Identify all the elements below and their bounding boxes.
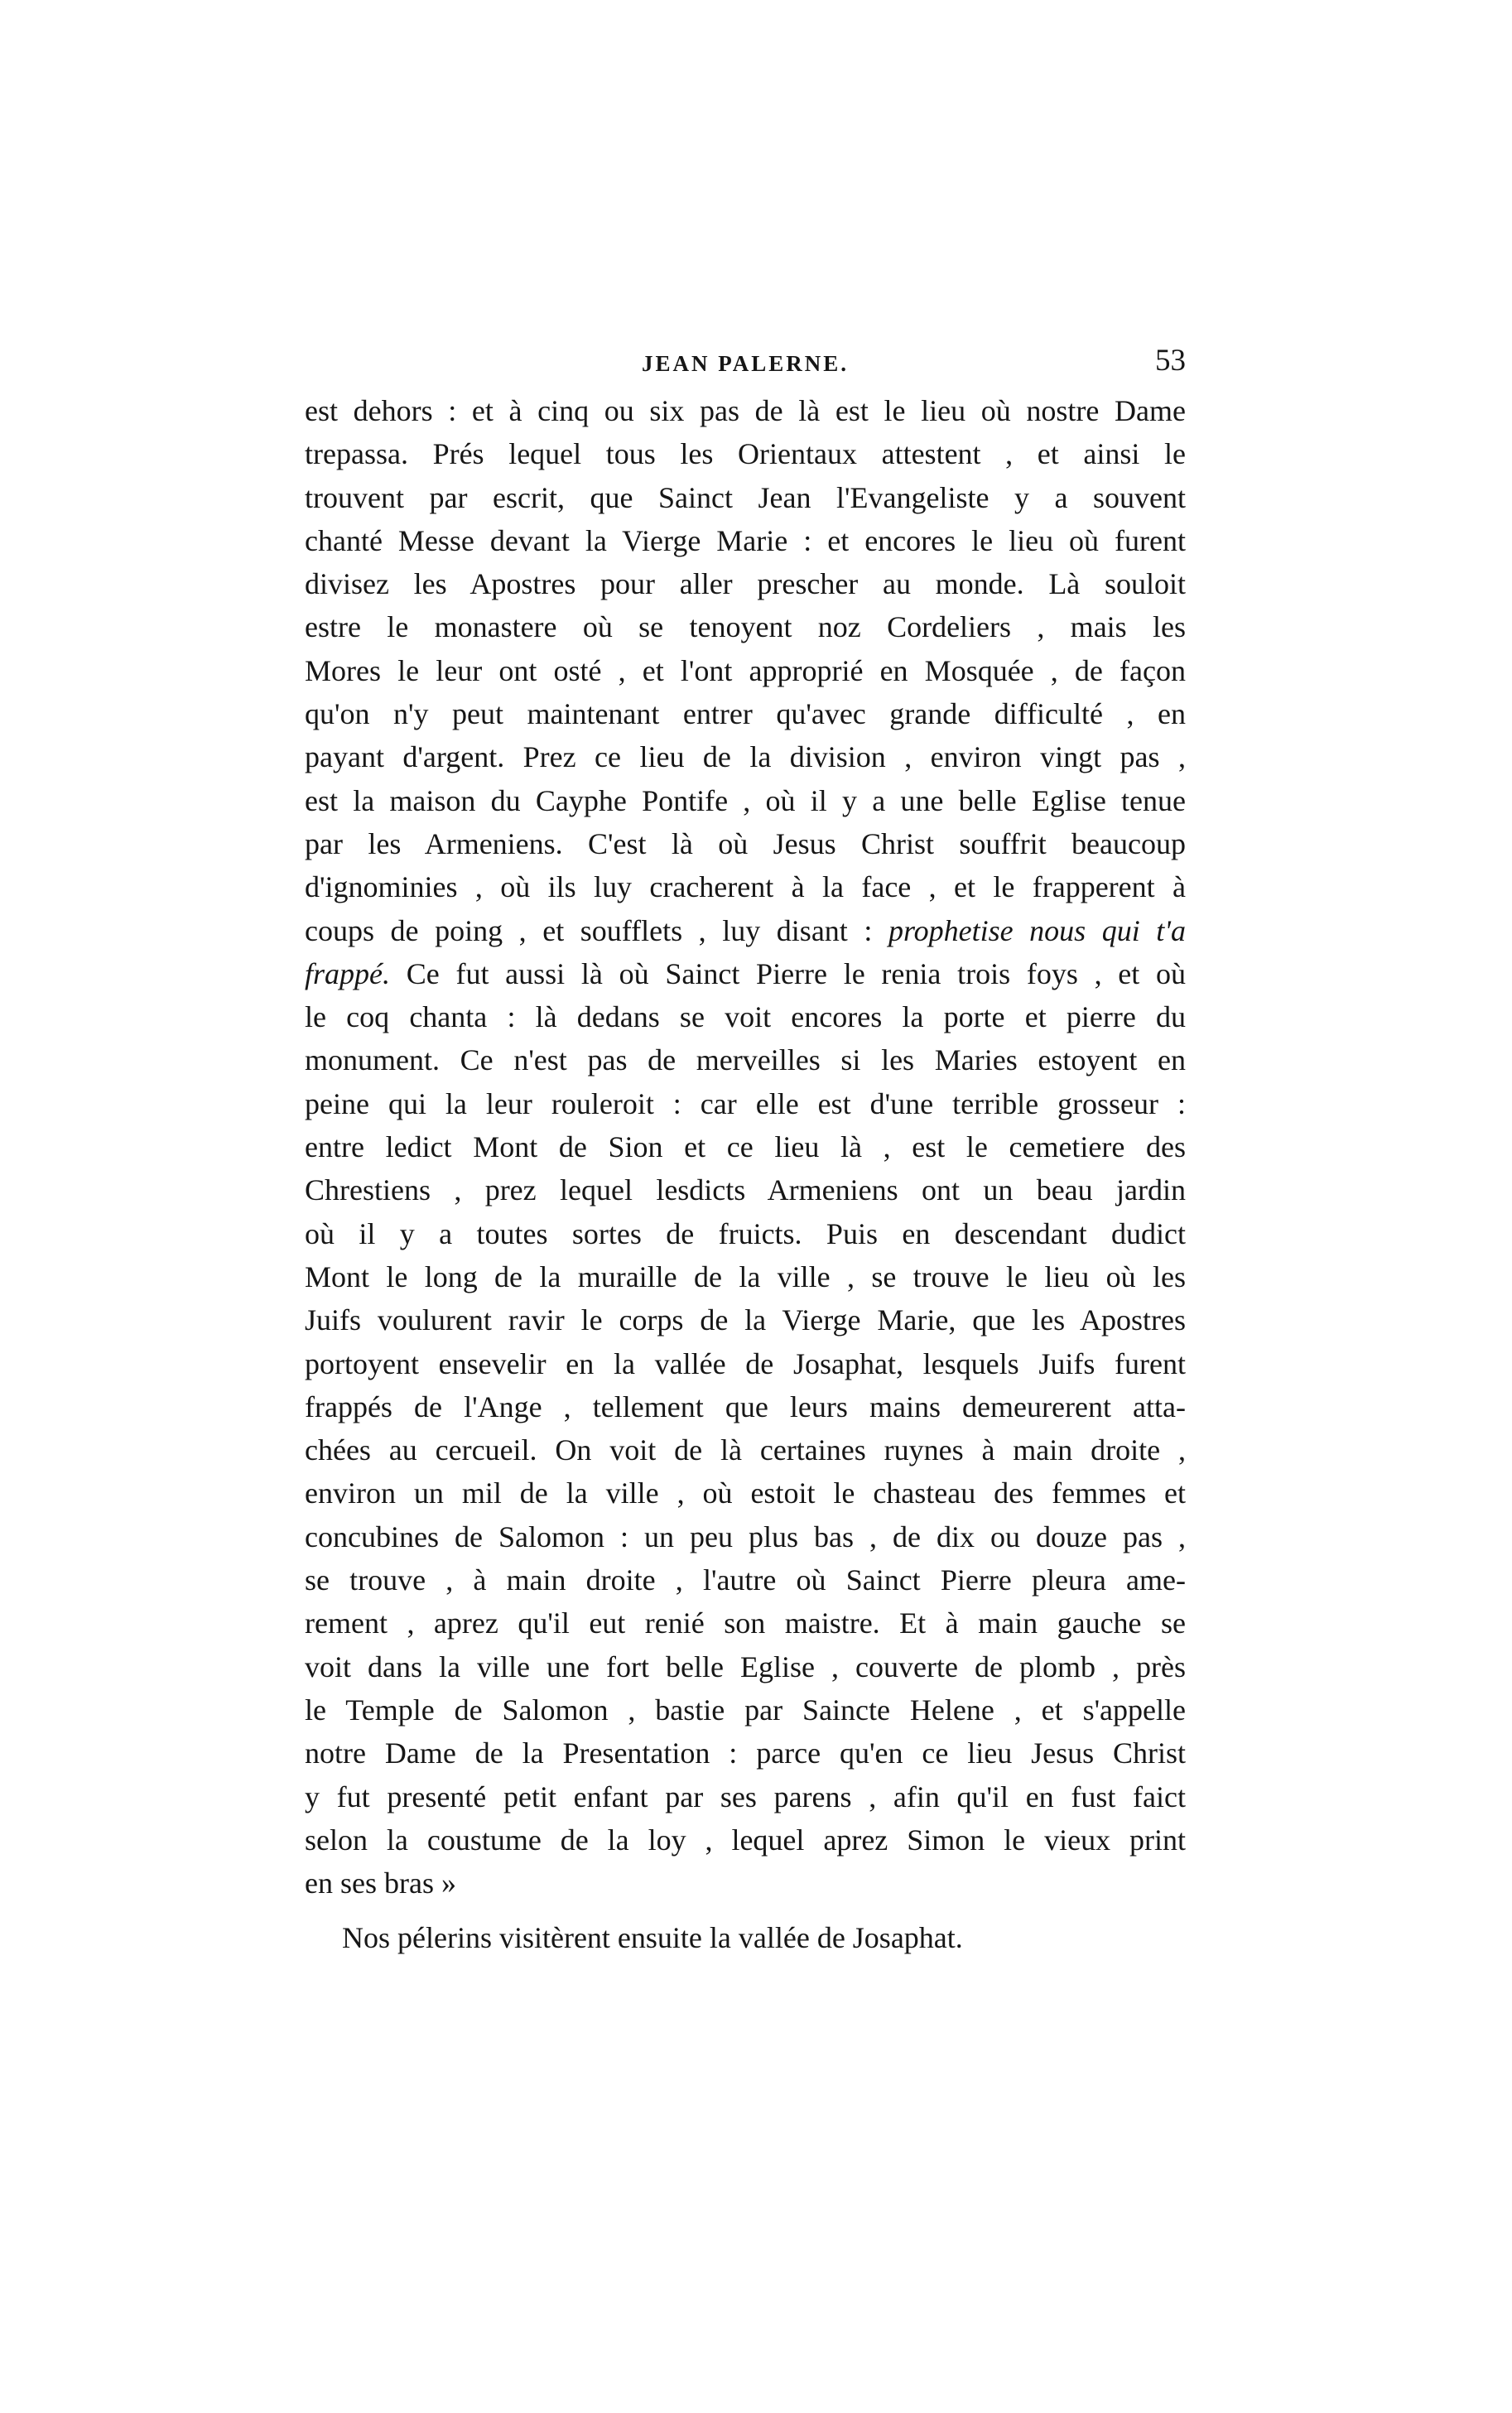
body-text (305, 389, 1186, 1960)
text-line: chées au cercueil. On voit de là certaines ruynes à main droite , (305, 1433, 1186, 1467)
text-line-with-italic (305, 909, 1186, 952)
text-line: d'ignominies , où ils luy cracherent à la face , et le frapperent à (305, 870, 1186, 904)
text-line: estre le monastere où se tenoyent noz Cordeliers , mais les (305, 610, 1186, 644)
italic-quote: frappé. (305, 956, 390, 990)
running-title: JEAN PALERNE. (641, 351, 850, 376)
text-line: où il y a toutes sortes de fruicts. Puis en descendant dudict (305, 1216, 1186, 1250)
text-line: Chrestiens , prez lequel lesdicts Armeniens ont un beau jardin (305, 1173, 1186, 1207)
text-line: est la maison du Cayphe Pontife , où il y a une belle Eglise tenue (305, 783, 1186, 817)
text-line: environ un mil de la ville , où estoit le chasteau des femmes et (305, 1476, 1186, 1510)
text-line: portoyent ensevelir en la vallée de Josaphat, lesquels Juifs furent (305, 1346, 1186, 1380)
text-line: notre Dame de la Presentation : parce qu'en ce lieu Jesus Christ (305, 1736, 1186, 1770)
text-line: chanté Messe devant la Vierge Marie : et encores le lieu où furent (305, 523, 1186, 557)
text-line: qu'on n'y peut maintenant entrer qu'avec grande difficulté , en (305, 697, 1186, 731)
text-line: par les Armeniens. C'est là où Jesus Christ souffrit beaucoup (305, 826, 1186, 860)
text-line: selon la coustume de la loy , lequel aprez Simon le vieux print (305, 1823, 1186, 1857)
text-line: le coq chanta : là dedans se voit encores la porte et pierre du (305, 1000, 1186, 1034)
text-line: trepassa. Prés lequel tous les Orientaux attestent , et ainsi le (305, 437, 1186, 471)
text-line: peine qui la leur rouleroit : car elle est d'une terrible grosseur : (305, 1086, 1186, 1120)
text-line: frappés de l'Ange , tellement que leurs mains demeurerent atta- (305, 1390, 1186, 1423)
text-line: le Temple de Salomon , bastie par Saincte Helene , et s'appelle (305, 1693, 1186, 1727)
text-line: est dehors : et à cinq ou six pas de là est le lieu où nostre Dame (305, 394, 1186, 427)
text-line-last: en ses bras » (305, 1866, 456, 1900)
text-line: Juifs voulurent ravir le corps de la Vierge Marie, que les Apostres (305, 1303, 1186, 1337)
text-line: y fut presenté petit enfant par ses parens , afin qu'il en fust faict (305, 1780, 1186, 1813)
text-line: monument. Ce n'est pas de merveilles si les Maries estoyent en (305, 1043, 1186, 1077)
text-line: voit dans la ville une fort belle Eglise , couverte de plomb , près (305, 1650, 1186, 1683)
text-line-with-italic (305, 952, 1186, 995)
running-head (305, 343, 1186, 393)
plain-text: Ce fut aussi là où Sainct Pierre le renia trois foys , et où (406, 956, 1187, 990)
text-line: divisez les Apostres pour aller prescher au monde. Là souloit (305, 567, 1186, 601)
paragraph-2: Nos pélerins visitèrent ensuite la vallée de Josaphat. (342, 1921, 963, 1955)
text-line: rement , aprez qu'il eut renié son maistre. Et à main gauche se (305, 1606, 1186, 1640)
text-line: entre ledict Mont de Sion et ce lieu là , est le cemetiere des (305, 1130, 1186, 1164)
italic-quote: prophetise nous qui t'a (888, 913, 1187, 947)
text-line: payant d'argent. Prez ce lieu de la division , environ vingt pas , (305, 740, 1186, 774)
text-line: trouvent par escrit, que Sainct Jean l'Evangeliste y a souvent (305, 480, 1186, 514)
page-number: 53 (1155, 344, 1186, 378)
text-line: Mont le long de la muraille de la ville , se trouve le lieu où les (305, 1259, 1186, 1293)
plain-text: coups de poing , et soufflets , luy disant : (305, 913, 873, 947)
text-line: se trouve , à main droite , l'autre où Sainct Pierre pleura ame- (305, 1563, 1186, 1597)
text-line: concubines de Salomon : un peu plus bas , de dix ou douze pas , (305, 1520, 1186, 1553)
text-line: Mores le leur ont osté , et l'ont approprié en Mosquée , de façon (305, 653, 1186, 687)
